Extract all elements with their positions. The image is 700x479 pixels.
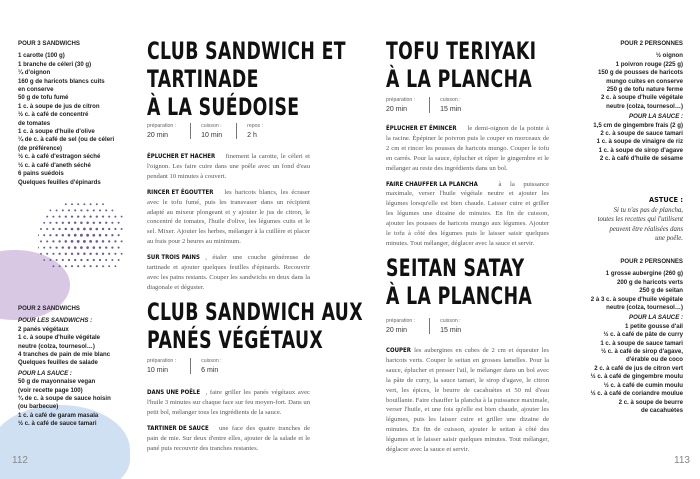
decorative-dot (40, 240, 42, 242)
list-line: 1 c. à soupe de vinaigre de riz (596, 138, 683, 146)
list-line: 2 panés végétaux (18, 325, 69, 333)
decorative-dot (46, 216, 48, 218)
list-line: 1 c. à soupe de sauce tamari (600, 339, 683, 347)
decorative-dot (89, 240, 92, 243)
decorative-dot (105, 222, 107, 224)
decorative-dot (62, 246, 64, 248)
decorative-dot (62, 222, 64, 224)
decorative-dot (58, 240, 60, 242)
decorative-dot (87, 209, 89, 211)
title-line: TARTINADE (147, 65, 259, 93)
decorative-dot (99, 246, 101, 248)
decorative-dot (121, 240, 123, 242)
decorative-dot (99, 222, 101, 224)
timing-seitan-satay (386, 318, 475, 334)
decorative-dot (68, 234, 71, 237)
decorative-dot (121, 228, 123, 230)
ingredient-list (565, 323, 683, 415)
list-line: en conserve (18, 86, 54, 94)
ingredients-heading: POUR 2 PERSONNES (620, 40, 683, 47)
decorative-dot (62, 209, 64, 211)
decorative-dot (114, 216, 116, 218)
decorative-dot (86, 259, 88, 261)
decorative-dot (71, 265, 73, 267)
ingredients-tofu-teriyaki (565, 40, 683, 164)
cook-value: 10 min (201, 132, 223, 139)
list-line: 2 c. à café d'huile de sésame (599, 155, 683, 163)
decorative-dot (71, 253, 73, 255)
decorative-dot (89, 253, 91, 255)
recipe-steps-tofu-teriyaki (386, 124, 549, 249)
decorative-dot (71, 203, 73, 205)
decorative-dot (68, 209, 70, 211)
decorative-dot (111, 209, 113, 211)
cook-time (190, 358, 235, 374)
list-line: neutre (colza, tournesol…) (606, 102, 683, 110)
ingredients-subheading: POUR LA SAUCE : (629, 314, 683, 322)
decorative-dot (118, 234, 120, 236)
step-text: les aubergines en cubes de 2 cm et équeuter les haricots verts. Couper le seitan en grosses lamelles. Pour la sauce, éplucher et presser l'ail, le mélanger dans un bol avec la pâte de curry, la sauce tamari, le sirop d'agave, le citron vert, les épices, le beurre de cacahuètes et 50 ml d'eau bouillante. Faire chauffer la plancha à la puissance maximale, verser l'huile, et une fois qu'elle est bien chaude, ajouter les légumes, puis les laisser cuire et griller une dizaine de minutes. En fin de cuisson, ajouter le seitan à côté des légumes et le laisser saisir quelques minutes. Tout mélanger, déglacer avec la sauce et servir. (386, 347, 549, 454)
recipe-steps-club-suedoise (147, 152, 310, 293)
decorative-dot (108, 265, 110, 267)
rest-label: repos : (247, 123, 264, 129)
recipe-step (147, 253, 310, 293)
decorative-dot (46, 240, 48, 242)
list-line: ½ c. à café d'aneth séché (18, 161, 91, 169)
decorative-dot (77, 253, 79, 255)
cook-time (429, 97, 475, 113)
recipe-step (147, 424, 310, 454)
decorative-dot (111, 259, 113, 261)
ingredients-heading: POUR 2 SANDWICHS (18, 305, 80, 312)
step-lead: RINCER ET ÉGOUTTER (147, 187, 214, 196)
prep-value: 20 min (386, 327, 408, 334)
recipe-step (147, 152, 310, 182)
prep-time (147, 358, 190, 374)
ingredients-club-suedoise (18, 40, 133, 187)
ingredient-list (18, 378, 133, 428)
list-line: Si tu n'as pas de plancha, (613, 206, 683, 214)
decorative-dot (121, 216, 123, 218)
cook-value: 6 min (201, 367, 219, 374)
astuce-tip (568, 196, 683, 244)
step-text: finement la carotte, le céleri et l'oignon. Les faire cuire dans une poêle avec un fond d'eau pendant 10 minutes à couvert. (147, 153, 310, 180)
list-line: de cacahuètes (640, 406, 683, 414)
decorative-dot (74, 246, 77, 249)
title-line: À LA SUÉDOISE (147, 93, 300, 121)
decorative-dot (90, 265, 92, 267)
list-line: 160 g de haricots blancs cuits (18, 77, 105, 85)
list-line: 2 c. à café de jus de citron vert (594, 364, 683, 372)
step-text: le demi-oignon de la pointe à la racine. Épépiner le poivron puis le couper en morceaux de 2 cm et rincer les pousses de haricots mungo. Couper le tofu en carrés. Pour la sauce, éplucher et râper le gingembre et le mélanger au reste des ingrédients dans un bol. (386, 125, 549, 172)
decorative-dot (118, 247, 120, 249)
decorative-dot (80, 222, 83, 225)
recipe-steps-seitan-satay (386, 346, 549, 455)
step-text: , étaler une couche généreuse de tartinade et ajouter quelques feuilles d'épinards. Recouvrir avec les pains restants. Couper les sandwichs en deux dans la diagonale et déguster. (147, 254, 310, 291)
decorative-dot-pattern (38, 198, 128, 278)
list-line: 200 g de haricots verts (616, 278, 683, 286)
decorative-dot (46, 228, 48, 230)
decorative-dot (58, 253, 60, 255)
decorative-dot (111, 222, 113, 224)
timing-club-suedoise (147, 123, 277, 139)
decorative-dot (118, 259, 120, 261)
prep-label: préparation : (147, 358, 177, 364)
ingredient-list (565, 270, 683, 312)
decorative-dot (102, 240, 104, 242)
decorative-dot (58, 228, 60, 230)
step-lead: ÉPLUCHER ET ÉMINCER (386, 124, 457, 132)
cook-label: cuisson : (440, 97, 461, 103)
decorative-dot (99, 209, 101, 211)
cook-time (429, 318, 475, 334)
ingredients-heading: POUR 3 SANDWICHS (18, 40, 80, 47)
step-text: à la puissance maximale, verser l'huile végétale neutre et ajouter les légumes lorsqu'elle est bien chaude. Laisser cuire et griller les légumes une dizaine de minutes. En fin de cuisson, ajouter les pousses de haricots mungo aux légumes. Ajouter le tofu à côté des légumes puis le laisser saisir quelques minutes. Tout mélanger, déglacer avec la sauce et servir. (386, 180, 549, 247)
decorative-dot (52, 216, 54, 218)
decorative-dot (83, 265, 85, 267)
decorative-dot (80, 209, 82, 211)
cook-label: cuisson : (440, 318, 461, 324)
decorative-dot (77, 203, 79, 205)
title-line: À LA PLANCHA (386, 282, 533, 310)
page-number-right: 113 (674, 455, 690, 466)
list-line: 1 grosse aubergine (260 g) (605, 270, 683, 278)
decorative-dot (83, 240, 86, 243)
list-line: 2 à 3 c. à soupe d'huile végétale (590, 295, 683, 303)
decorative-dot (96, 215, 98, 217)
rest-time (236, 123, 277, 139)
recipe-title-tofu-teriyaki (386, 37, 536, 93)
prep-value: 20 min (147, 132, 169, 139)
list-line: ¼ d'oignon (18, 69, 51, 77)
step-text: , faire griller les panés végétaux avec l'huile 3 minutes sur chaque face sur feu moyen-fort. Dans un petit bol, mélanger tous les ingrédients de la sauce. (147, 389, 310, 416)
ingredients-heading: POUR 2 PERSONNES (620, 258, 683, 265)
decorative-dot (96, 265, 98, 267)
decorative-dot (40, 228, 42, 230)
list-line: d'érable ou de coco (626, 356, 683, 364)
cook-value: 15 min (440, 106, 462, 113)
decorative-dot (62, 259, 64, 261)
decorative-dot (80, 246, 83, 249)
prep-time (147, 123, 190, 139)
ingredient-list (18, 52, 133, 187)
decorative-dot (56, 222, 58, 224)
decorative-dot (102, 203, 104, 205)
list-line: ½ c. à café de pâte de curry (603, 331, 683, 339)
list-line: 250 g de tofu nature ferme (606, 86, 683, 94)
decorative-dot (90, 203, 92, 205)
decorative-dot (43, 234, 45, 236)
decorative-dot (49, 234, 51, 236)
decorative-dot (86, 222, 89, 225)
list-line: 1 c. à soupe d'huile végétale (18, 334, 101, 342)
decorative-dot (77, 215, 79, 217)
timing-tofu-teriyaki (386, 97, 475, 113)
decorative-dot (46, 253, 48, 255)
decorative-dot (108, 216, 110, 218)
decorative-dot (96, 203, 98, 205)
list-line: neutre (colza, tournesol…) (606, 304, 683, 312)
list-line: ½ oignon (655, 52, 683, 60)
decorative-dot (56, 209, 58, 211)
decorative-dot (83, 228, 86, 231)
decorative-dot (83, 203, 85, 205)
recipe-title-seitan-satay (386, 254, 532, 310)
decorative-dot (121, 253, 123, 255)
prep-label: préparation : (147, 123, 177, 129)
decorative-dot (108, 253, 110, 255)
decorative-dot (83, 215, 85, 217)
title-line: CLUB SANDWICH ET (147, 37, 346, 65)
decorative-dot (38, 234, 39, 236)
title-line: TOFU TERIYAKI (386, 37, 537, 65)
decorative-dot (111, 246, 113, 248)
step-text: une face des quatre tranches de pain de mie. Sur deux d'entre elles, ajouter de la salade et le pané puis recouvrir des tranches restantes. (147, 424, 310, 452)
recipe-title-club-suedoise (147, 37, 346, 121)
ingredients-subheading: POUR LA SAUCE : (18, 369, 72, 377)
decorative-dot (114, 265, 116, 267)
recipe-step (147, 188, 310, 247)
list-line: 1 c. à café de garam masala (18, 411, 99, 419)
decorative-dot (105, 246, 107, 248)
decorative-dot (68, 259, 70, 261)
decorative-dot (38, 247, 39, 249)
list-line: 4 tranches de pain de mie blanc (18, 351, 111, 359)
list-line: 2 c. à soupe de beurre (618, 398, 683, 406)
decorative-dot (93, 222, 95, 224)
decorative-dot (55, 234, 57, 236)
step-lead: SUR TROIS PAINS (147, 253, 200, 262)
list-line: de tomates (18, 119, 51, 127)
list-line: ½ c. à café de concentré (18, 111, 89, 119)
list-line: (voir recette page 100) (18, 386, 83, 394)
decorative-dot (56, 259, 58, 261)
rest-value: 2 h (247, 132, 257, 139)
decorative-dot (43, 222, 45, 224)
list-line: (ou barbecue) (18, 403, 59, 411)
prep-label: préparation : (386, 318, 416, 324)
title-line: SEITAN SATAY (386, 254, 525, 282)
recipe-step (386, 180, 549, 249)
decorative-dot (52, 265, 54, 267)
decorative-dot (74, 209, 76, 211)
decorative-dot (68, 246, 71, 249)
prep-value: 10 min (147, 367, 169, 374)
recipe-step (386, 124, 549, 174)
decorative-dot (49, 247, 51, 249)
step-lead: ÉPLUCHER ET HACHER (147, 152, 216, 160)
list-line: 2 c. à soupe d'huile végétale (600, 94, 683, 102)
decorative-dot (102, 228, 104, 230)
cook-label: cuisson : (201, 358, 222, 364)
decorative-dot (74, 234, 77, 237)
decorative-dot (71, 240, 74, 243)
ingredients-club-panes (18, 305, 133, 429)
list-line: 1 branche de céleri (30 g) (18, 60, 92, 68)
step-lead: COUPER (386, 346, 411, 354)
decorative-dot (96, 253, 98, 255)
decorative-dot (43, 247, 45, 249)
list-line: 1 carotte (100 g) (18, 52, 65, 60)
decorative-dot (86, 246, 89, 249)
decorative-dot (71, 228, 74, 231)
list-line: ¾ de c. à soupe de sauce hoisin (18, 395, 111, 403)
prep-time (386, 97, 429, 113)
recipe-steps-club-panes (147, 388, 310, 453)
list-line: 250 g de seitan (639, 287, 683, 295)
prep-label: préparation : (386, 97, 416, 103)
decorative-dot (65, 265, 67, 267)
decorative-dot (65, 215, 67, 217)
list-line: 1 poivron rouge (225 g) (615, 60, 683, 68)
list-line: 150 g de pousses de haricots (597, 69, 683, 77)
timing-club-panes (147, 358, 236, 374)
list-line: peuvent être réalisées dans (609, 225, 683, 233)
decorative-dot (105, 234, 107, 236)
decorative-dot (93, 259, 95, 261)
decorative-dot (80, 259, 82, 261)
list-line: 1 c. à soupe d'huile d'olive (18, 128, 95, 136)
list-line: 1,5 cm de gingembre frais (2 g) (593, 121, 683, 129)
list-line: 50 g de tofu fumé (18, 94, 69, 102)
list-line: Quelques feuilles d'épinards (18, 178, 101, 186)
decorative-dot (114, 253, 116, 255)
decorative-dot (65, 253, 67, 255)
decorative-dot (65, 228, 67, 230)
decorative-dot (86, 234, 89, 237)
cook-time (190, 123, 236, 139)
decorative-dot (65, 203, 67, 205)
decorative-dot (93, 246, 96, 249)
title-line: CLUB SANDWICH AUX (147, 298, 363, 326)
list-line: 2 c. à soupe de sauce tamari (600, 130, 683, 138)
list-line: ½ c. à café de gingembre moulu (590, 373, 683, 381)
list-line: Quelques feuilles de salade (18, 359, 98, 367)
list-line: 6 pains suédois (18, 170, 64, 178)
decorative-dot (102, 216, 104, 218)
list-line: une poêle. (655, 235, 683, 243)
decorative-dot (118, 222, 120, 224)
decorative-dot (99, 234, 102, 237)
ingredients-subheading: POUR LA SAUCE : (629, 113, 683, 121)
decorative-dot (77, 265, 79, 267)
decorative-dot (114, 240, 116, 242)
list-line: ½ c. à café d'estragon séché (18, 153, 101, 161)
decorative-dot (65, 240, 68, 243)
list-line: ½ c. à café de sauce tamari (18, 420, 97, 428)
decorative-dot (96, 228, 99, 231)
decorative-dot (77, 228, 80, 231)
ingredient-list (565, 52, 683, 111)
decorative-dot (74, 222, 76, 224)
list-line: ½ c. à café de sirop d'agave, (600, 348, 683, 356)
list-line: ½ c. à café de coriandre moulue (590, 390, 683, 398)
page-number-left: 112 (12, 455, 28, 466)
decorative-dot (71, 215, 73, 217)
cook-label: cuisson : (201, 123, 222, 129)
decorative-dot (59, 265, 61, 267)
decorative-dot (89, 228, 92, 231)
decorative-dot (102, 253, 104, 255)
list-line: ¼ de c. à café de sel (ou de céleri (18, 136, 115, 144)
decorative-dot (108, 240, 110, 242)
decorative-dot (111, 234, 113, 236)
step-lead: DANS UNE POÊLE (147, 388, 201, 396)
prep-time (386, 318, 429, 334)
prep-value: 20 min (386, 106, 408, 113)
list-line: 50 g de mayonnaise vegan (18, 378, 96, 386)
decorative-dot (77, 240, 80, 243)
decorative-dot (52, 240, 54, 242)
list-line: 1 c. à soupe de sirop d'agave (598, 146, 683, 154)
list-line: 1 petite gousse d'ail (624, 322, 683, 330)
recipe-title-club-panes (147, 298, 363, 354)
ingredients-subheading: POUR LES SANDWICHS : (18, 317, 93, 325)
decorative-dot (92, 234, 95, 237)
decorative-dot (95, 240, 98, 243)
decorative-dot (59, 216, 61, 218)
list-line: neutre (colza, tournesol…) (18, 342, 95, 350)
decorative-dot (40, 253, 42, 255)
ingredient-list (18, 326, 133, 368)
decorative-dot (74, 259, 76, 261)
decorative-dot (89, 215, 91, 217)
astuce-heading: ASTUCE : (649, 196, 683, 204)
decorative-dot (108, 228, 110, 230)
decorative-dot (49, 259, 51, 261)
decorative-dot (55, 246, 57, 248)
decorative-dot (49, 222, 51, 224)
list-line: toutes les recettes qui l'utilisent (597, 216, 683, 224)
list-line: ½ c. à café de cumin moulu (603, 381, 683, 389)
decorative-dot (52, 253, 54, 255)
decorative-dot (49, 209, 51, 211)
decorative-dot (114, 228, 116, 230)
step-text: les haricots blancs, les écraser avec le tofu fumé, puis les transvaser dans un récipient adapté au mixeur plongeant et y ajouter le jus de citron, le concentré de tomates, l'huile d'olive, les légumes cuits et le sel. Mixer. Ajouter les herbes, mélanger à la cuillère et placer au frais pour 2 heures au minimum. (147, 188, 310, 246)
list-line: mungo cuites en conserve (606, 77, 683, 85)
ingredients-seitan-satay (565, 258, 683, 415)
title-line: PANÉS VÉGÉTAUX (147, 326, 324, 354)
decorative-dot (52, 228, 54, 230)
decorative-dot (99, 259, 101, 261)
list-line: 1 c. à soupe de jus de citron (18, 102, 100, 110)
astuce-lines (568, 206, 683, 244)
decorative-dot (62, 234, 64, 236)
decorative-dot (105, 259, 107, 261)
decorative-dot (102, 265, 104, 267)
recipe-step (147, 388, 310, 418)
decorative-dot (93, 209, 95, 211)
step-lead: FAIRE CHAUFFER LA PLANCHA (386, 179, 478, 188)
decorative-dot (68, 222, 70, 224)
list-line: (de préférence) (18, 144, 63, 152)
recipe-step (386, 346, 549, 455)
decorative-dot (80, 234, 83, 237)
title-line: À LA PLANCHA (386, 65, 533, 93)
decorative-dot (105, 209, 107, 211)
decorative-dot (43, 259, 45, 261)
cook-value: 15 min (440, 327, 462, 334)
ingredient-list (565, 122, 683, 164)
step-lead: TARTINER DE SAUCE (147, 423, 209, 432)
decorative-dot (83, 253, 85, 255)
